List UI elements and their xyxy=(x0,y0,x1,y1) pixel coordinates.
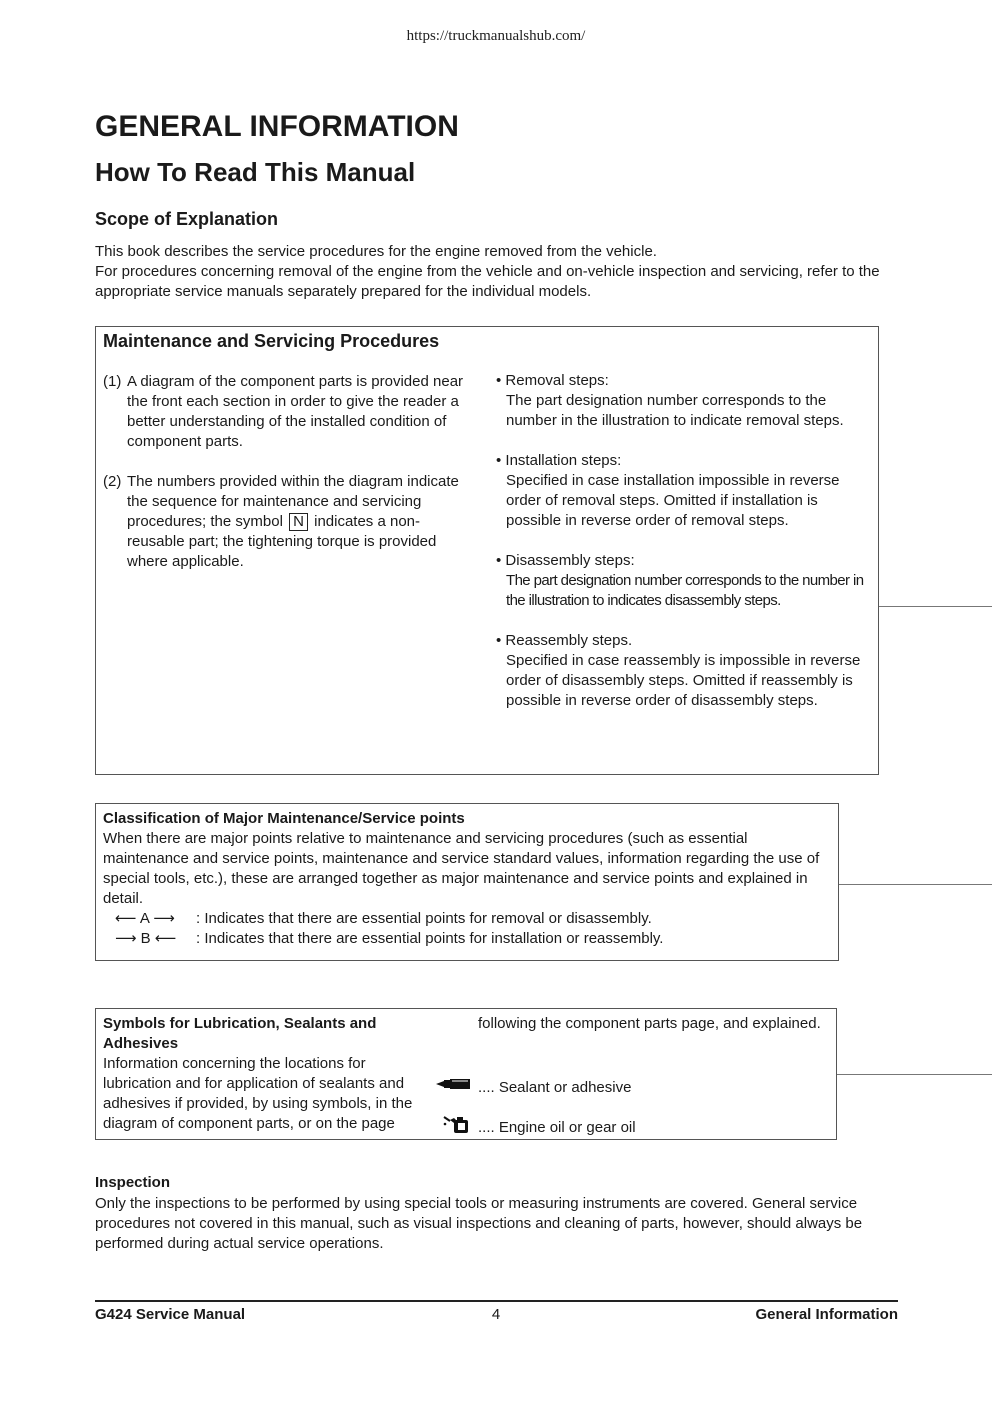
item-number: (1) xyxy=(103,373,122,390)
item-text-b: indicates a non-reusable part; the tightening torque is provided where applicable. xyxy=(127,513,437,570)
point-b-row xyxy=(103,929,828,949)
bullet-title: • Reassembly steps. xyxy=(496,632,633,649)
footer-section-name: General Information xyxy=(755,1306,898,1323)
oil-label: .... Engine oil or gear oil xyxy=(478,1119,636,1136)
margin-rule xyxy=(839,884,992,885)
bullet-title: • Removal steps: xyxy=(496,372,609,389)
maintenance-item-2 xyxy=(103,472,473,572)
margin-rule xyxy=(837,1074,992,1075)
bullet-title: • Installation steps: xyxy=(496,452,622,469)
item-number: (2) xyxy=(103,473,122,490)
scope-line-2: For procedures concerning removal of the engine from the vehicle and on-vehicle inspection and servicing, refer to the appropriate service manuals separately prepared for the individual models. xyxy=(95,263,880,300)
sealant-tube-icon xyxy=(436,1077,472,1091)
oil-row xyxy=(478,1118,636,1138)
bullet-text: Specified in case reassembly is impossible in reverse order of disassembly steps. Omitted if reassembly is possible in reverse order of disassembly steps. xyxy=(506,652,861,709)
margin-rule xyxy=(879,606,992,607)
source-url[interactable]: https://truckmanualshub.com/ xyxy=(406,28,586,44)
sealant-label: .... Sealant or adhesive xyxy=(478,1079,632,1096)
maintenance-item-1 xyxy=(103,372,473,452)
bullet-text: The part designation number corresponds to the number in the illustration to indicate removal steps. xyxy=(506,392,844,429)
symbols-heading: Symbols for Lubrication, Sealants and Adhesives xyxy=(103,1015,377,1052)
point-b-symbol: ⟶ B ⟵ xyxy=(115,930,177,947)
symbols-right-column xyxy=(478,1014,828,1136)
symbols-text-continued: following the component parts page, and explained. xyxy=(478,1015,821,1032)
disassembly-steps xyxy=(496,551,874,611)
installation-steps xyxy=(496,451,874,531)
page-number: 4 xyxy=(491,1306,501,1323)
classification-box xyxy=(95,803,839,961)
maintenance-box xyxy=(95,326,879,775)
inspection-text: Only the inspections to be performed by using special tools or measuring instruments are covered. General service procedures not covered in this manual, such as visual inspections and cleaning of parts, however, should always be performed during actual service operations. xyxy=(95,1195,863,1252)
scope-heading: Scope of Explanation xyxy=(95,209,279,229)
item-text: A diagram of the component parts is provided near the front each section in order to give the reader a better understanding of the installed condition of component parts. xyxy=(127,373,464,450)
page-subtitle: How To Read This Manual xyxy=(95,157,416,187)
maintenance-right-column xyxy=(496,371,874,731)
bullet-text: Specified in case installation impossible in reverse order of removal steps. Omitted if installation is possible in reverse order of removal steps. xyxy=(506,472,840,529)
reassembly-steps xyxy=(496,631,874,711)
point-a-symbol: ⟵ A ⟶ xyxy=(115,910,175,927)
point-b-text: : Indicates that there are essential points for installation or reassembly. xyxy=(196,930,664,947)
footer-manual-name: G424 Service Manual xyxy=(95,1306,246,1323)
maintenance-left-column xyxy=(103,372,473,592)
item-text-a: The numbers provided within the diagram indicate the sequence for maintenance and servicing procedures; the symbol xyxy=(127,473,459,530)
removal-steps xyxy=(496,371,874,431)
page-title: GENERAL INFORMATION xyxy=(95,110,459,143)
classification-heading: Classification of Major Maintenance/Service points xyxy=(103,810,465,827)
scope-body xyxy=(95,242,895,302)
classification-text: When there are major points relative to maintenance and servicing procedures (such as essential maintenance and service points, maintenance and service standard values, information regarding the use of special tools, etc.), these are arranged together as major maintenance and service points and explained in detail. xyxy=(103,830,820,907)
symbols-left-column xyxy=(103,1014,438,1134)
symbols-box xyxy=(95,1008,837,1140)
sealant-row xyxy=(478,1078,631,1098)
inspection-heading: Inspection xyxy=(95,1174,171,1191)
non-reusable-symbol: N xyxy=(289,513,308,531)
point-a-row xyxy=(103,909,828,929)
oil-can-icon xyxy=(442,1114,470,1134)
scope-line-1: This book describes the service procedures for the engine removed from the vehicle. xyxy=(95,243,657,260)
bullet-text: The part designation number corresponds to the number in the illustration to indicates disassembly steps. xyxy=(506,572,864,609)
maintenance-heading: Maintenance and Servicing Procedures xyxy=(103,331,440,351)
bullet-title: • Disassembly steps: xyxy=(496,552,635,569)
footer-rule xyxy=(95,1300,898,1302)
symbols-text: Information concerning the locations for lubrication and for application of sealants and adhesives if provided, by using symbols, in the diagram of component parts, or on the page xyxy=(103,1055,413,1132)
point-a-text: : Indicates that there are essential points for removal or disassembly. xyxy=(196,910,652,927)
